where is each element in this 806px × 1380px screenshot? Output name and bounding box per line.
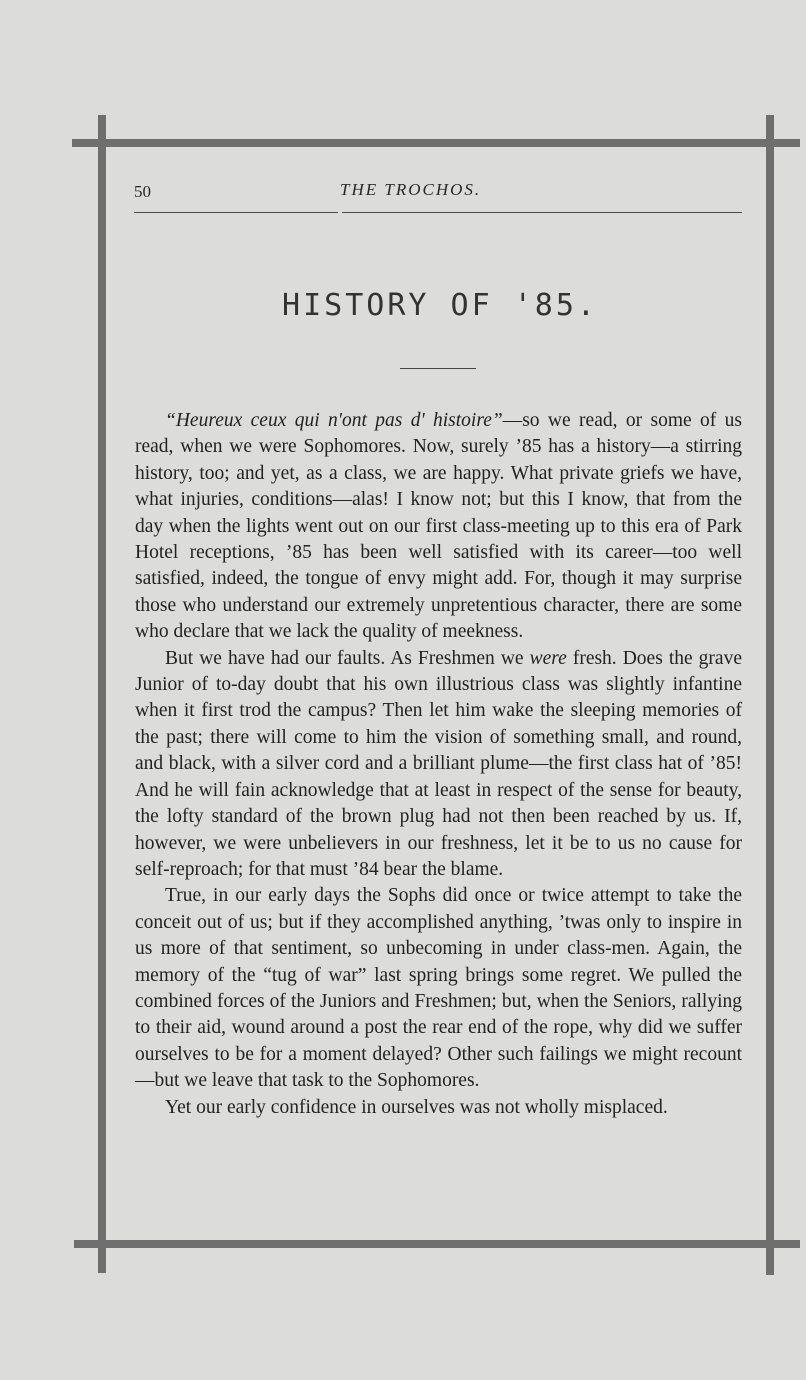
emphasis-were: were	[529, 647, 567, 669]
page-number: 50	[134, 182, 151, 201]
header-rule-right	[342, 212, 742, 213]
paragraph-1	[135, 408, 742, 646]
frame-bottom-rule	[74, 1240, 800, 1248]
header-rule-left	[134, 212, 338, 213]
paragraph-4	[135, 1095, 742, 1121]
paragraph-1-text: —so we read, or some of us read, when we were Sophomores. Now, surely ’85 has a history—a stirring history, too; and yet, as a class, we are happy. What private griefs we have, what injuries, conditions—alas! I know not; but this I know, that from the day when the lights went out on our first class-meeting up to this era of Park Hotel receptions, ’85 has been well satisfied with its career—too well satisfied, indeed, the tongue of envy might add. For, though it may surprise those who understand our extremely unpretentious character, there are some who declare that we lack the quality of meekness.	[135, 410, 742, 643]
paragraph-2	[135, 646, 742, 884]
paragraph-3	[135, 883, 742, 1094]
paragraph-2-text-a: But we have had our faults. As Freshmen we	[165, 647, 530, 669]
paragraph-3-text: True, in our early days the Sophs did once or twice attempt to take the conceit out of us; but if they accomplished anything, ’twas only to inspire in us more of that sentiment, so unbecoming in under class-men. Again, the memory of the “tug of war” last spring brings some regret. We pulled the combined forces of the Juniors and Freshmen; but, when the Seniors, rallying to their aid, wound around a post the rear end of the rope, why did we suffer ourselves to be for a moment delayed? Other such failings we might recount—but we leave that task to the Sophomores.	[135, 885, 742, 1092]
page-title: HISTORY OF '85.	[282, 288, 598, 323]
title-underline	[400, 368, 476, 369]
article-body	[135, 408, 742, 1121]
frame-top-rule	[72, 139, 800, 147]
running-head: THE TROCHOS.	[340, 180, 482, 199]
paragraph-4-text: Yet our early confidence in ourselves was not wholly misplaced.	[165, 1096, 668, 1118]
paragraph-2-text-b: fresh. Does the grave Junior of to-day doubt that his own illustrious class was slightly infantine when it first trod the campus? Then let him wake the sleeping memories of the past; there will come to him the vision of something small, and round, and black, with a silver cord and a brilliant plume—the first class hat of ’85! And he will fain acknowledge that at least in respect of the sense for beauty, the lofty standard of the brown plug had not then been reached by us. If, however, we were unbelievers in our freshness, let it be to us no cause for self-reproach; for that must ’84 bear the blame.	[135, 647, 742, 880]
epigraph: “Heureux ceux qui n'ont pas d' histoire”	[165, 410, 503, 431]
